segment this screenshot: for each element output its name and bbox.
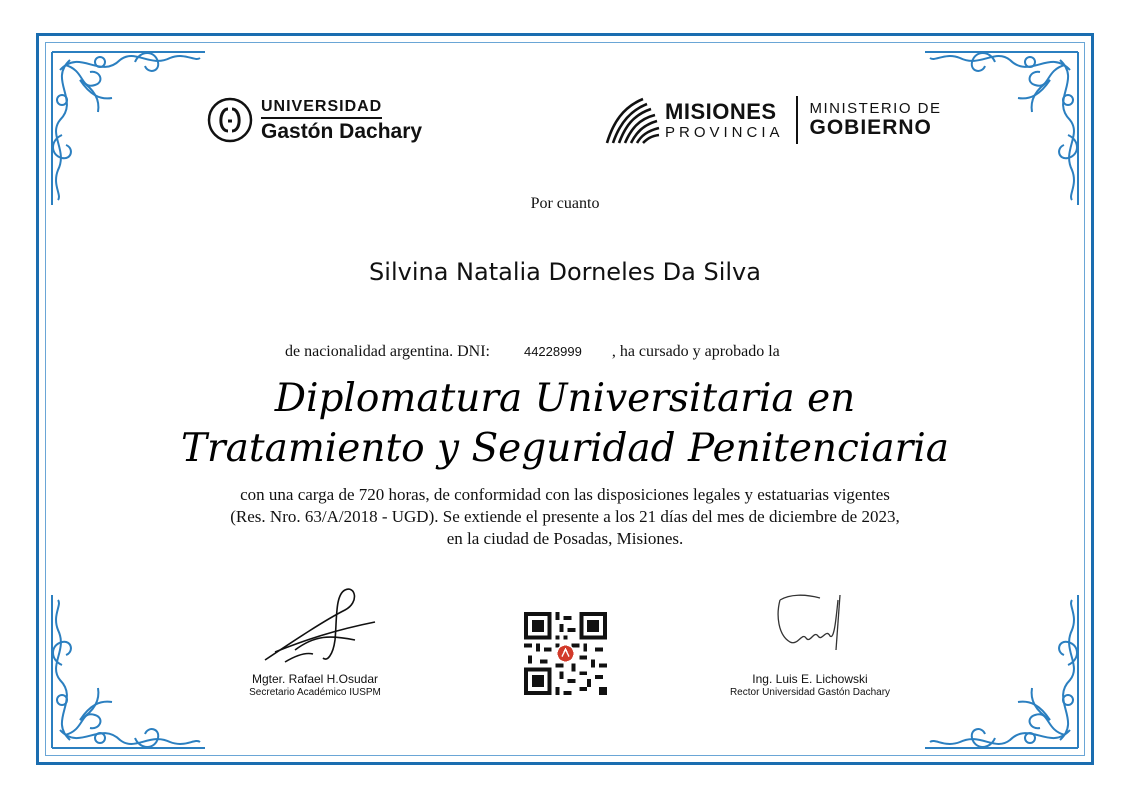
university-name-bottom: Gastón Dachary	[261, 119, 423, 143]
province-logo	[603, 92, 942, 148]
signature-left	[200, 580, 430, 698]
signature-left-role: Secretario Académico IUSPM	[249, 687, 381, 698]
signature-left-image	[235, 580, 395, 670]
corner-ornament-top-left	[40, 40, 215, 215]
body-line-2: (Res. Nro. 63/A/2018 - UGD). Se extiende el presente a los 21 días del mes de diciembre de 2023,	[230, 507, 900, 526]
nationality-text: de nacionalidad argentina. DNI:	[285, 343, 490, 360]
fingerprint-icon	[603, 93, 661, 147]
signature-right-image	[750, 580, 870, 670]
recipient-name: Silvina Natalia Dorneles Da Silva	[369, 258, 761, 286]
body-line-3: en la ciudad de Posadas, Misiones.	[446, 529, 684, 548]
province-subtitle: PROVINCIA	[665, 123, 784, 141]
qr-code-icon	[524, 612, 607, 695]
intro-text: Por cuanto	[530, 195, 600, 212]
after-dni-text: , ha cursado y aprobado la	[611, 343, 780, 360]
signature-right-name: Ing. Luis E. Lichowski	[752, 672, 868, 686]
province-title: MISIONES	[665, 98, 777, 124]
body-line-1: con una carga de 720 horas, de conformidad con las disposiciones legales y estatuarias vigentes	[240, 485, 890, 504]
ugd-logo-icon	[207, 97, 253, 143]
ministry-title-bottom: GOBIERNO	[809, 115, 932, 139]
signature-left-name: Mgter. Rafael H.Osudar	[251, 672, 379, 686]
signature-right-role: Rector Universidad Gastón Dachary	[729, 687, 891, 698]
logo-divider	[796, 96, 798, 144]
signature-right	[700, 580, 920, 698]
diploma-title-line1: Diplomatura Universitaria en	[274, 376, 856, 421]
ministry-title-top: MINISTERIO DE	[809, 100, 942, 118]
nationality-line	[285, 343, 780, 361]
university-logo	[207, 95, 422, 145]
dni-value: 44228999	[523, 344, 582, 359]
university-name-top: UNIVERSIDAD	[261, 99, 382, 119]
corner-ornament-bottom-left	[40, 585, 215, 760]
corner-ornament-bottom-right	[915, 585, 1090, 760]
diploma-title-line2: Tratamiento y Seguridad Penitenciaria	[180, 426, 949, 471]
certificate-body	[0, 484, 1130, 550]
